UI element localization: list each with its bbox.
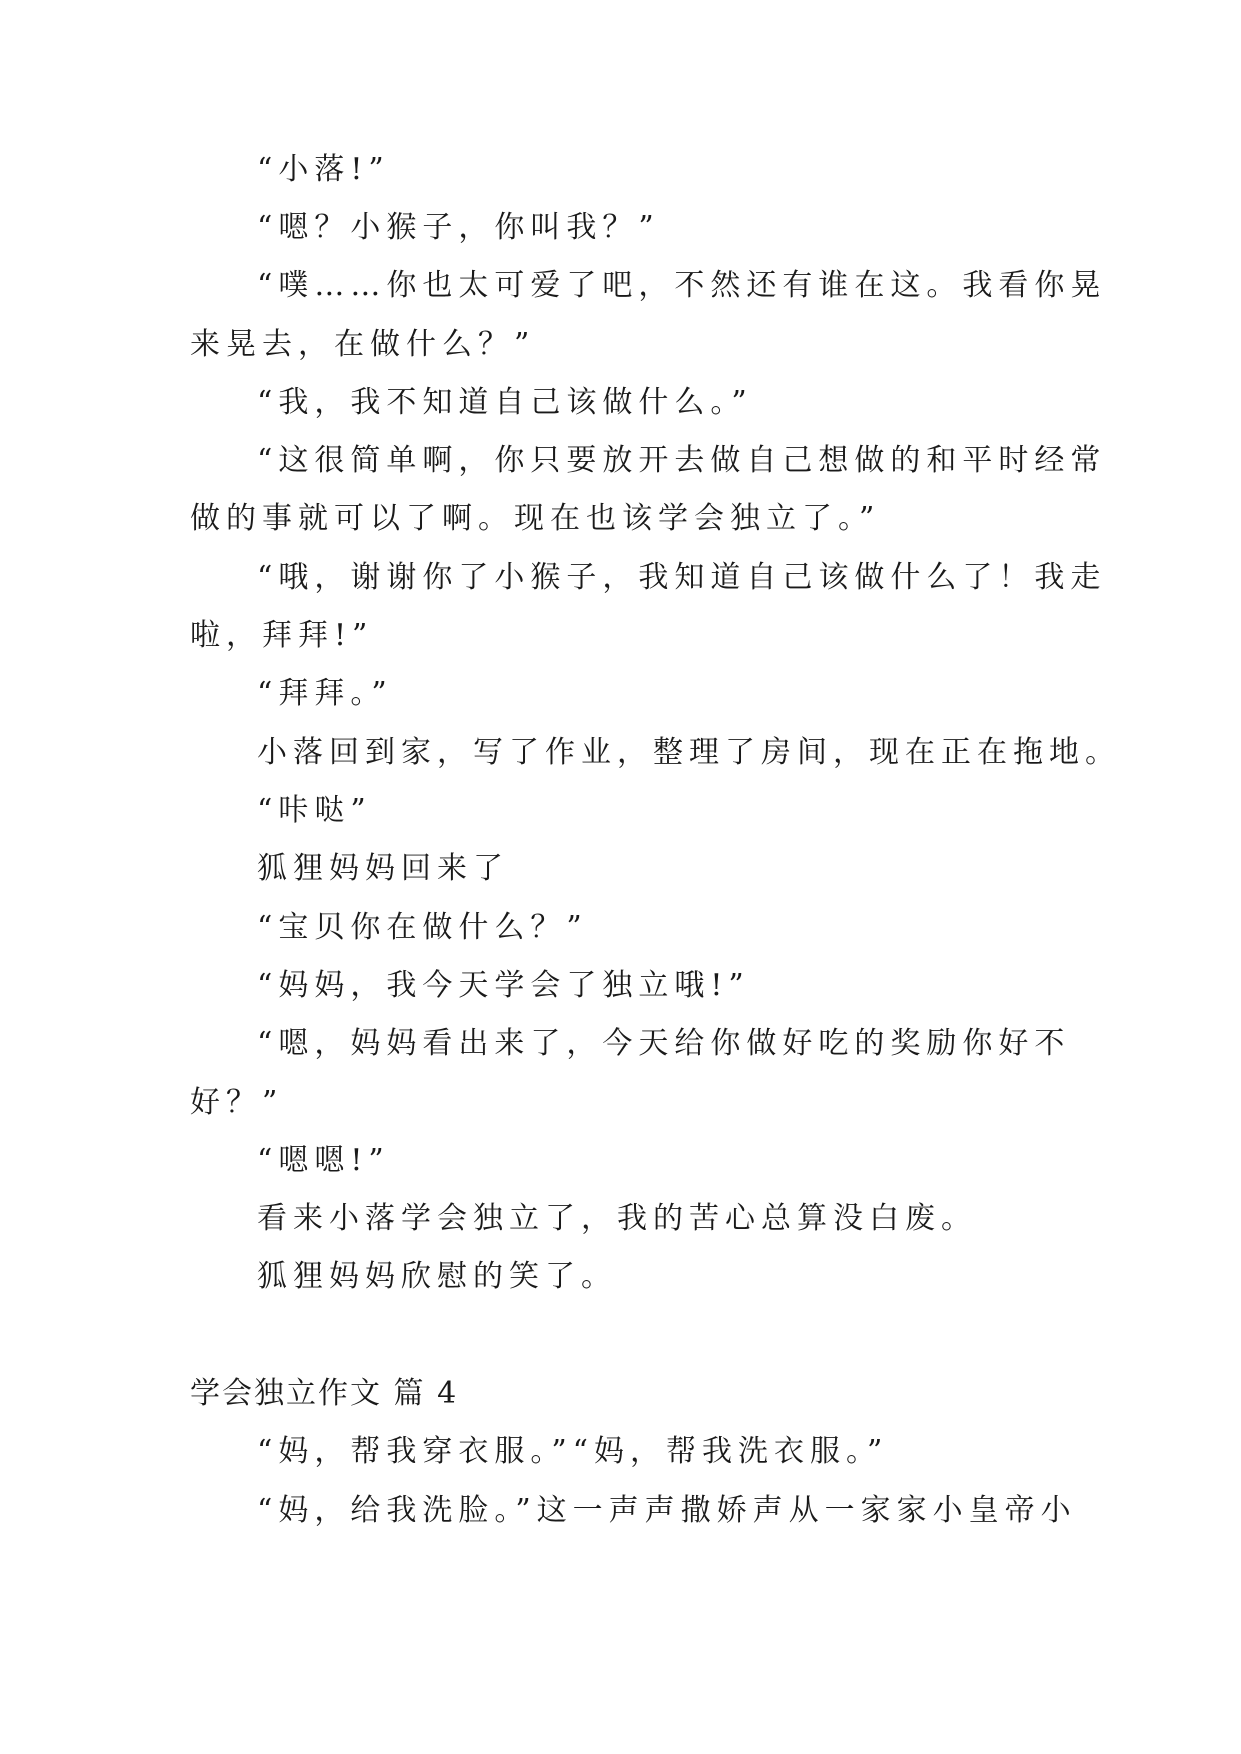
text-line: “小落!” (257, 152, 390, 187)
text-line: “嗯，妈妈看出来了，今天给你做好吃的奖励你好不 (257, 1026, 1071, 1061)
section-heading: 学会独立作文 篇 4 (190, 1376, 459, 1411)
text-line: 啦，拜拜!” (190, 618, 374, 653)
text-line: “嗯嗯!” (257, 1143, 390, 1178)
text-line: “这很简单啊，你只要放开去做自己想做的和平时经常 (257, 443, 1107, 478)
text-line: “咔哒” (257, 793, 372, 828)
text-line: “哦，谢谢你了小猴子，我知道自己该做什么了！我走 (257, 560, 1107, 595)
text-line: “我，我不知道自己该做什么。” (257, 385, 753, 420)
text-line: 好？” (190, 1085, 284, 1120)
text-line: 狐狸妈妈欣慰的笑了。 (257, 1259, 617, 1294)
text-line: 做的事就可以了啊。现在也该学会独立了。” (190, 501, 881, 536)
text-line: “妈妈，我今天学会了独立哦!” (257, 968, 750, 1003)
text-line: 来晃去，在做什么？” (190, 327, 536, 362)
text-line: 小落回到家，写了作业，整理了房间，现在正在拖地。 (257, 735, 1121, 770)
text-line: “宝贝你在做什么？” (257, 910, 588, 945)
text-line: “妈，给我洗脸。”这一声声撒娇声从一家家小皇帝小 (257, 1493, 1077, 1528)
text-line: 看来小落学会独立了，我的苦心总算没白废。 (257, 1201, 977, 1236)
text-line: “嗯？小猴子，你叫我？” (257, 210, 660, 245)
text-line: “噗……你也太可爱了吧，不然还有谁在这。我看你晃 (257, 268, 1107, 303)
text-line: “拜拜。” (257, 676, 393, 711)
text-line: “妈，帮我穿衣服。”“妈，帮我洗衣服。” (257, 1434, 889, 1469)
text-line: 狐狸妈妈回来了 (257, 851, 509, 886)
